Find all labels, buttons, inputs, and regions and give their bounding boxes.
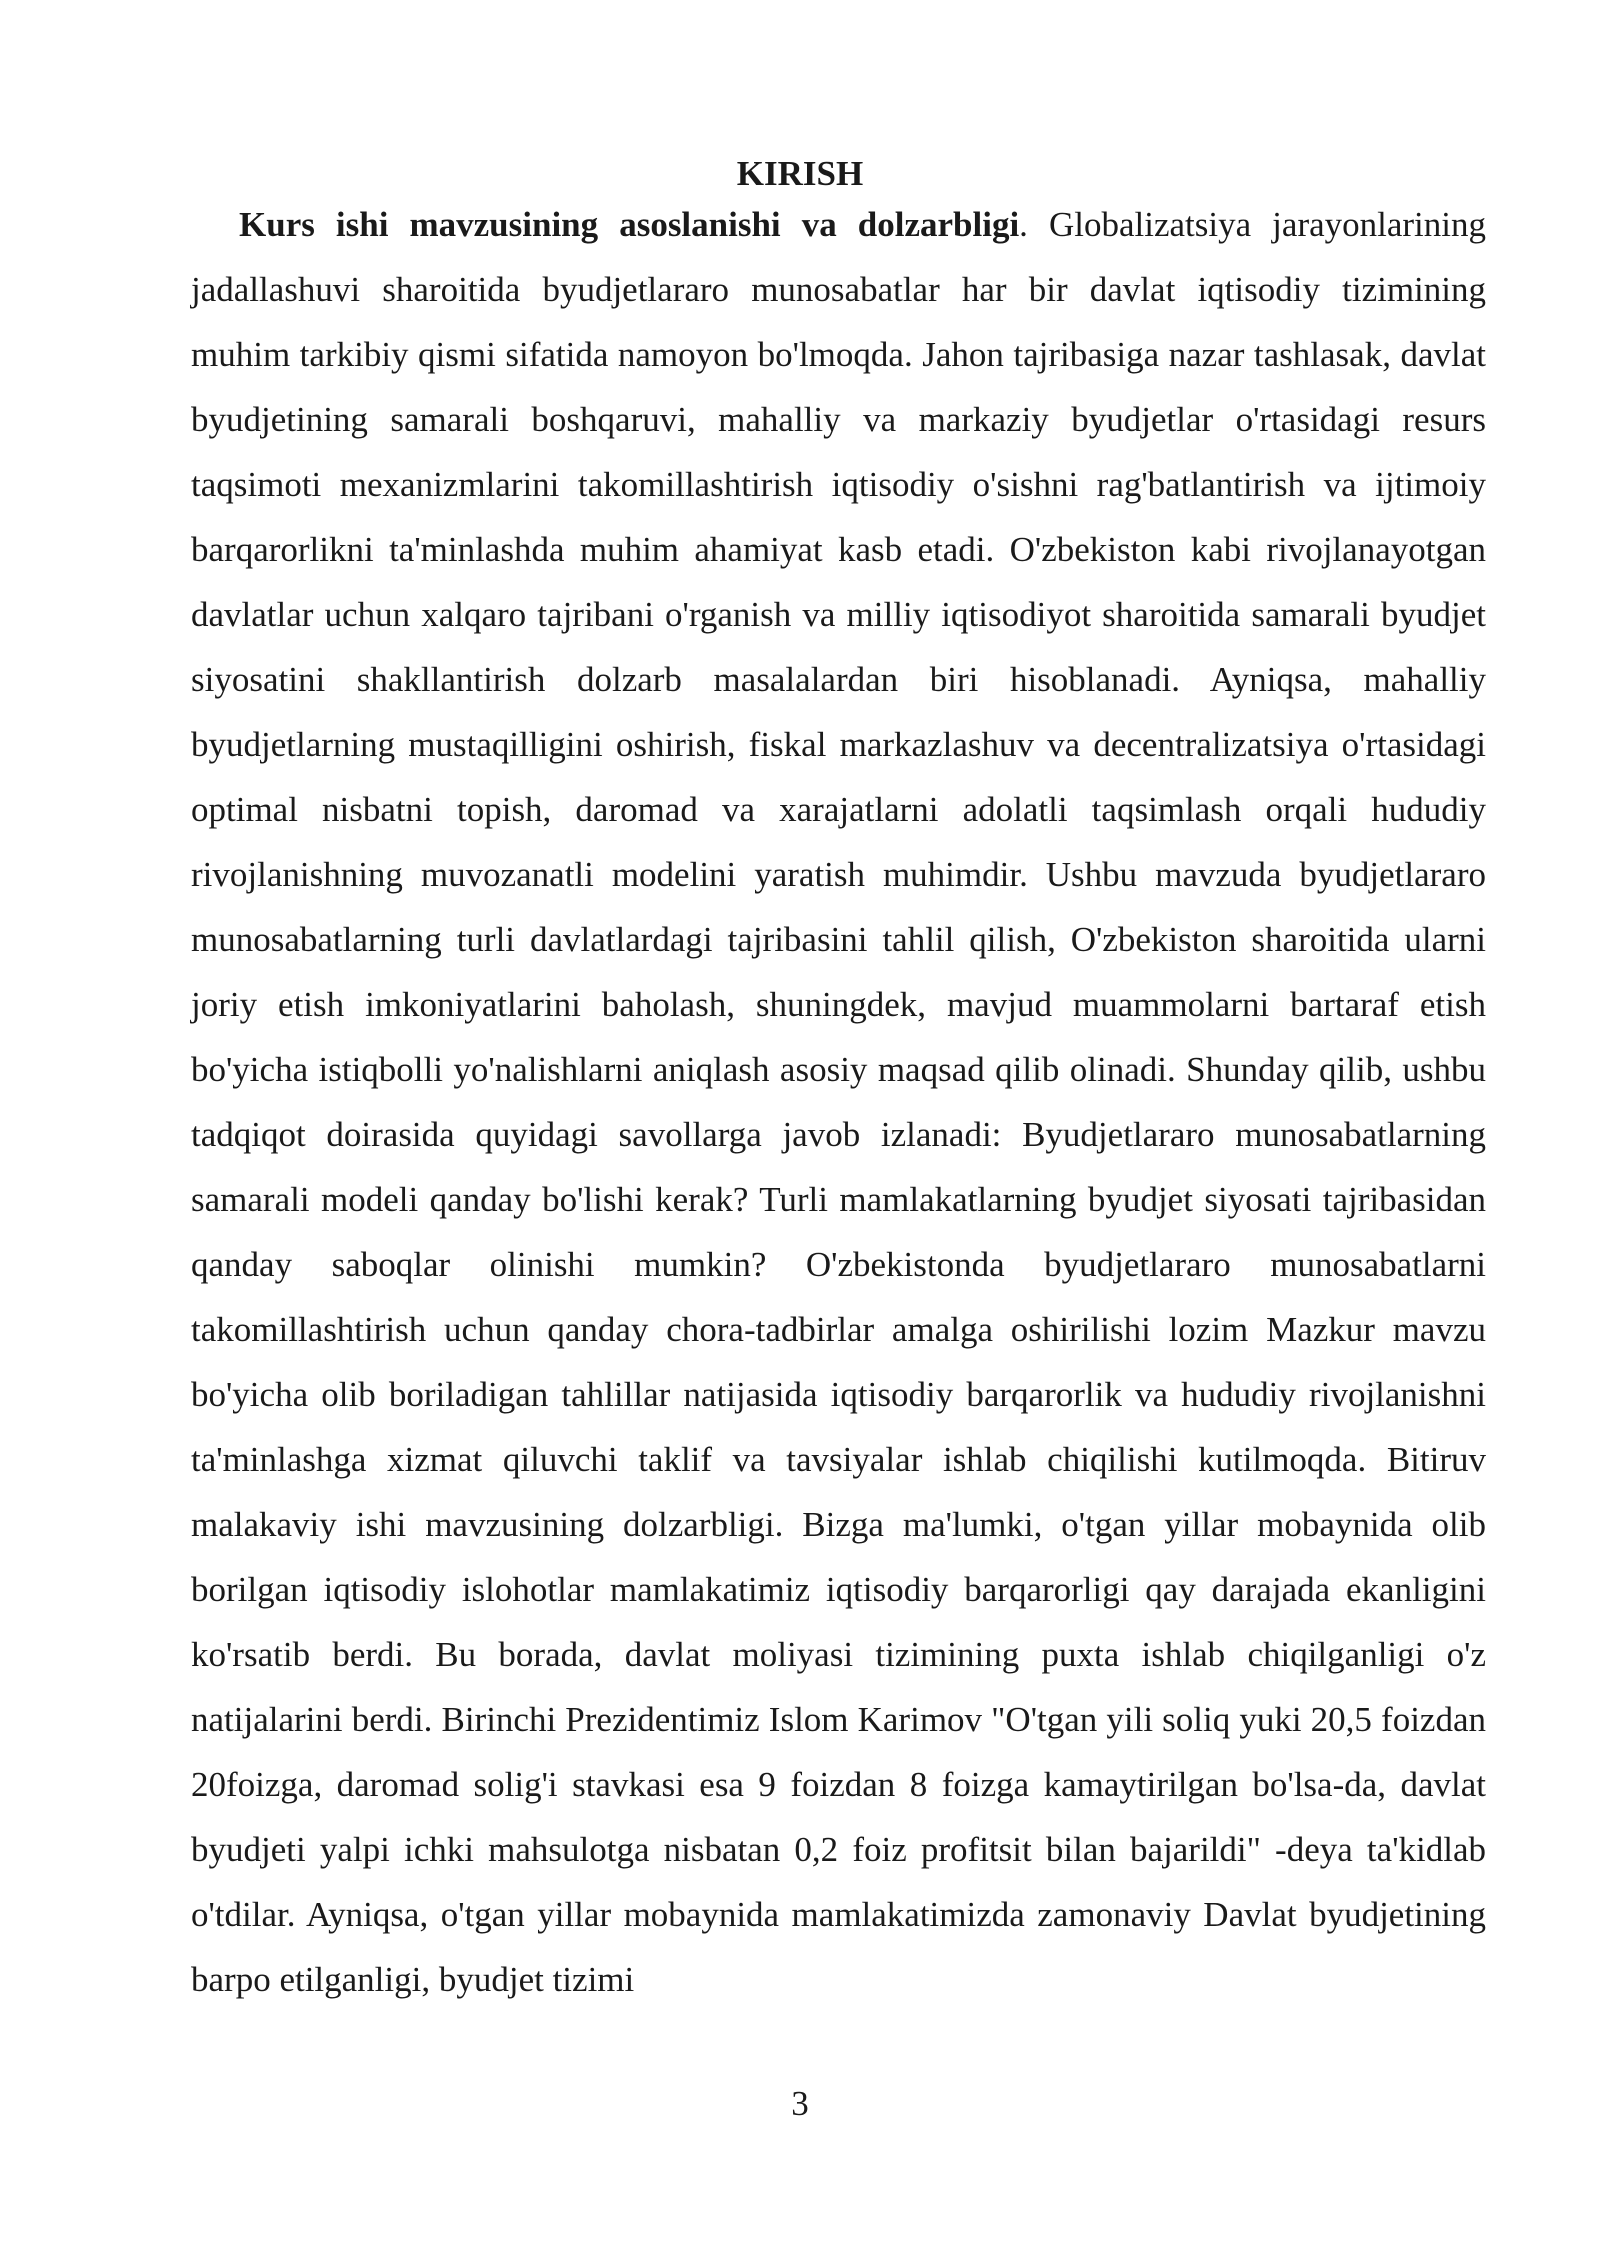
body-paragraph: [191, 192, 1486, 2012]
paragraph-text: . Globalizatsiya jarayonlarining jadallashuvi sharoitida byudjetlararo munosabatlar har bir davlat iqtisodiy tizimining muhim tarkibiy qismi sifatida namoyon bo'lmoqda. Jahon tajribasiga nazar tashlasak, davlat byudjetining samarali boshqaruvi, mahalliy va markaziy byudjetlar o'rtasidagi resurs taqsimoti mexanizmlarini takomillashtirish iqtisodiy o'sishni rag'batlantirish va ijtimoiy barqarorlikni ta'minlashda muhim ahamiyat kasb etadi. O'zbekiston kabi rivojlanayotgan davlatlar uchun xalqaro tajribani o'rganish va milliy iqtisodiyot sharoitida samarali byudjet siyosatini shakllantirish dolzarb masalalardan biri hisoblanadi. Ayniqsa, mahalliy byudjetlarning mustaqilligini oshirish, fiskal markazlashuv va decentralizatsiya o'rtasidagi optimal nisbatni topish, daromad va xarajatlarni adolatli taqsimlash orqali hududiy rivojlanishning muvozanatli modelini yaratish muhimdir. Ushbu mavzuda byudjetlararo munosabatlarning turli davlatlardagi tajribasini tahlil qilish, O'zbekiston sharoitida ularni joriy etish imkoniyatlarini baholash, shuningdek, mavjud muammolarni bartaraf etish bo'yicha istiqbolli yo'nalishlarni aniqlash asosiy maqsad qilib olinadi. Shunday qilib, ushbu tadqiqot doirasida quyidagi savollarga javob izlanadi: Byudjetlararo munosabatlarning samarali modeli qanday bo'lishi kerak? Turli mamlakatlarning byudjet siyosati tajribasidan qanday saboqlar olinishi mumkin? O'zbekistonda byudjetlararo munosabatlarni takomillashtirish uchun qanday chora-tadbirlar amalga oshirilishi lozim Mazkur mavzu bo'yicha olib boriladigan tahlillar natijasida iqtisodiy barqarorlik va hududiy rivojlanishni ta'minlashga xizmat qiluvchi taklif va tavsiyalar ishlab chiqilishi kutilmoqda. Bitiruv malakaviy ishi mavzusining dolzarbligi. Bizga ma'lumki, o'tgan yillar mobaynida olib borilgan iqtisodiy islohotlar mamlakatimiz iqtisodiy barqarorligi qay darajada ekanligini ko'rsatib berdi. Bu borada, davlat moliyasi tizimining puxta ishlab chiqilganligi o'z natijalarini berdi. Birinchi Prezidentimiz Islom Karimov "O'tgan yili soliq yuki 20,5 foizdan 20foizga, daromad solig'i stavkasi esa 9 foizdan 8 foizga kamaytirilgan bo'lsa-da, davlat byudjeti yalpi ichki mahsulotga nisbatan 0,2 foiz profitsit bilan bajarildi" -deya ta'kidlab o'tdilar. Ayniqsa, o'tgan yillar mobaynida mamlakatimizda zamonaviy Davlat byudjetining barpo etilganligi, byudjet tizimi: [191, 205, 1486, 1999]
page-number: 3: [791, 2084, 809, 2123]
lead-sentence: Kurs ishi mavzusining asoslanishi va dolzarbligi: [239, 205, 1020, 244]
section-heading: KIRISH: [736, 154, 864, 193]
